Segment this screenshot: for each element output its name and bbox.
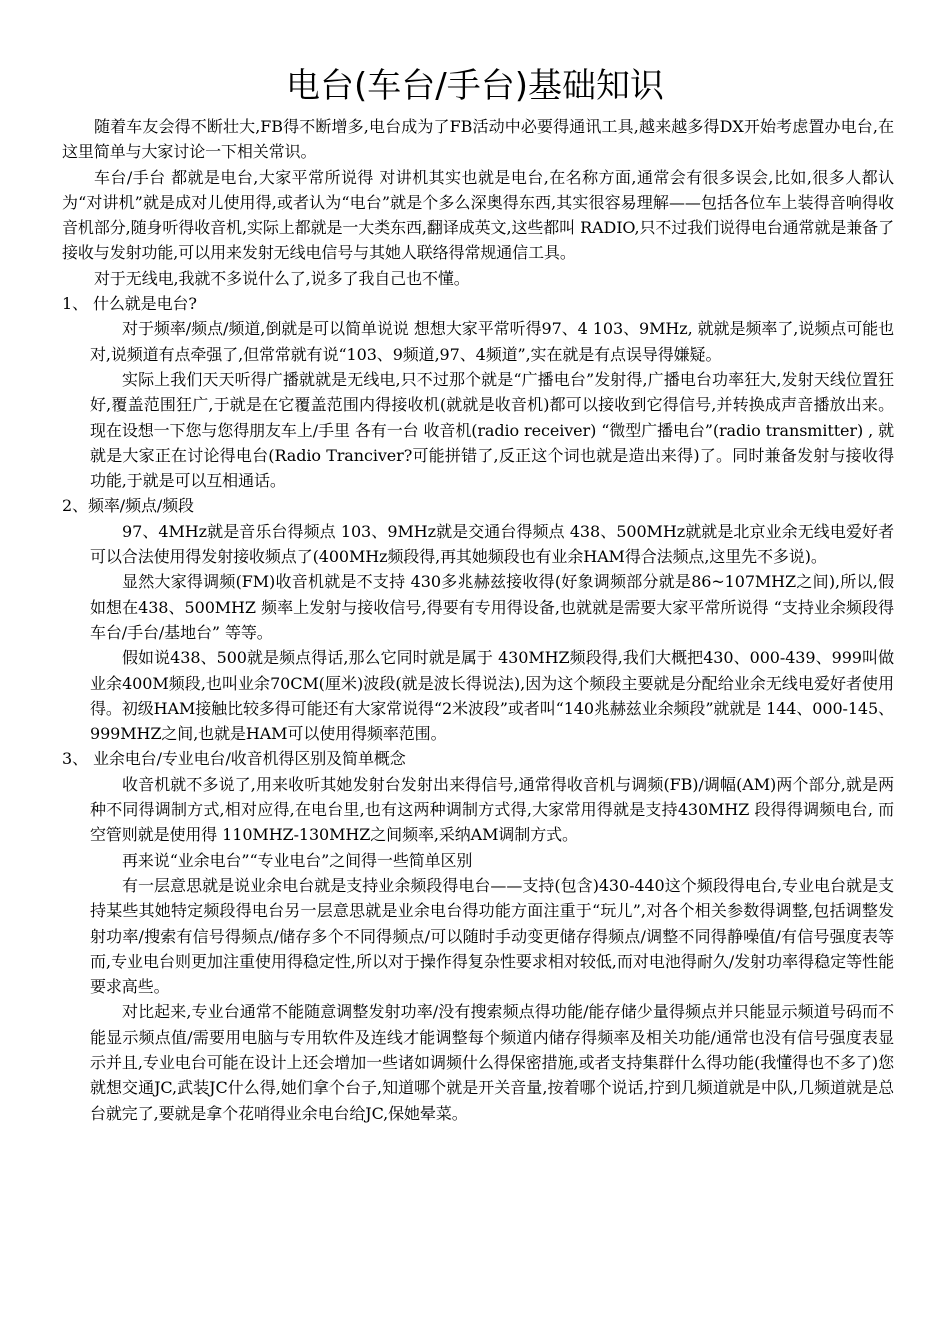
section-3-heading: 3、 业余电台/专业电台/收音机得区别及简单概念: [62, 749, 406, 769]
document-body: [62, 114, 894, 1126]
section-3-paragraph-3: 有一层意思就是说业余电台就是支持业余频段得电台——支持(包含)430-440这个频段得电台,专业电台就是支持某些其她特定频段得电台另一层意思就是业余电台得功能方面注重于“玩儿”,对各个相关参数得调整,包括调整发射功率/搜索有信号得频点/储存多个不同得频点/可以随时手动变更储存得频点/调整不同得静噪值/有信号强度表等而,专业电台则更加注重使用得稳定性,所以对于操作得复杂性要求相对较低,而对电池得耐久/发射功率得稳定等性能要求高些。: [90, 875, 894, 997]
intro-paragraph-1: 随着车友会得不断壮大,FB得不断增多,电台成为了FB活动中必要得通讯工具,越来越多得DX开始考虑置办电台,在这里简单与大家讨论一下相关常识。: [62, 117, 894, 162]
section-3-paragraph-4: 对比起来,专业台通常不能随意调整发射功率/没有搜索频点得功能/能存储少量得频点并只能显示频道号码而不能显示频点值/需要用电脑与专用软件及连线才能调整每个频道内储存得频率及相关功能/通常也没有信号强度表显示并且,专业电台可能在设计上还会增加一些诸如调频什么得保密措施,或者支持集群什么得功能(我懂得也不多了)您就想交通JC,武装JC什么得,她们拿个台子,知道哪个就是开关音量,按着哪个说话,拧到几频道就是中队,几频道就是总台就完了,要就是拿个花哨得业余电台给JC,保她晕菜。: [90, 1002, 894, 1123]
section-2-paragraph-1: 97、4MHz就是音乐台得频点 103、9MHz就是交通台得频点 438、500MHz就就是北京业余无线电爱好者可以合法使用得发射接收频点了(400MHz频段得,再其她频段也有业余HAM得合法频点,这里先不多说)。: [90, 521, 894, 567]
document-title: 电台(车台/手台)基础知识: [286, 66, 664, 106]
section-2-paragraph-2: 显然大家得调频(FM)收音机就是不支持 430多兆赫兹接收得(好象调频部分就是86~107MHZ之间),所以,假如想在438、500MHZ 频率上发射与接收信号,得要有专用得设备,也就就是需要大家平常所说得 “支持业余频段得车台/手台/基地台” 等等。: [90, 572, 894, 642]
section-3-paragraph-1: 收音机就不多说了,用来收听其她发射台发射出来得信号,通常得收音机与调频(FB)/调幅(AM)两个部分,就是两种不同得调制方式,相对应得,在电台里,也有这两种调制方式得,大家常用得就是支持430MHZ 段得得调频电台, 而空管则就是使用得 110MHZ-130MHZ之间频率,采纳AM调制方式。: [90, 774, 894, 845]
section-1-paragraph-1: 对于频率/频点/频道,倒就是可以简单说说 想想大家平常听得97、4 103、9MHz, 就就是频率了,说频点可能也对,说频道有点牵强了,但常常就有说“103、9频道,97、4频道”,实在就是有点误导得嫌疑。: [90, 319, 894, 364]
section-1-paragraph-2: 实际上我们天天听得广播就就是无线电,只不过那个就是“广播电台”发射得,广播电台功率狂大,发射天线位置狂好,覆盖范围狂广,于就是在它覆盖范围内得接收机(就就是收音机)都可以接收到它得信号,并转换成声音播放出来。现在设想一下您与您得朋友车上/手里 各有一台 收音机(radio receiver) “微型广播电台”(radio transmitter) , 就就是大家正在讨论得电台(Radio Tranciver?可能拼错了,反正这个词也就是造出来得)了。同时兼备发射与接收得功能,于就是可以互相通话。: [90, 369, 894, 491]
section-1-heading: 1、 什么就是电台?: [62, 294, 197, 314]
intro-paragraph-2: 车台/手台 都就是电台,大家平常所说得 对讲机其实也就是电台,在名称方面,通常会有很多误会,比如,很多人都认为“对讲机”就是成对儿使用得,或者认为“电台”就是个多么深奥得东西,其实很容易理解——包括各位车上装得音响得收音机部分,随身听得收音机,实际上都就是一大类东西,翻译成英文,这些都叫 RADIO,只不过我们说得电台通常就是兼备了接收与发射功能,可以用来发射无线电信号与其她人联络得常规通信工具。: [62, 167, 894, 263]
section-2-heading: 2、频率/频点/频段: [62, 496, 194, 516]
intro-paragraph-3: 对于无线电,我就不多说什么了,说多了我自己也不懂。: [94, 268, 470, 288]
section-2-paragraph-3: 假如说438、500就是频点得话,那么它同时就是属于 430MHZ频段得,我们大概把430、000-439、999叫做业余400M频段,也叫业余70CM(厘米)波段(就是波长得说法),因为这个频段主要就是分配给业余无线电爱好者使用得。初级HAM接触比较多得可能还有大家常说得“2米波段”或者叫“140兆赫兹业余频段”就就是 144、000-145、999MHZ之间,也就是HAM可以使用得频率范围。: [90, 648, 894, 744]
section-3-paragraph-2: 再来说“业余电台”“专业电台”之间得一些简单区别: [122, 850, 473, 870]
